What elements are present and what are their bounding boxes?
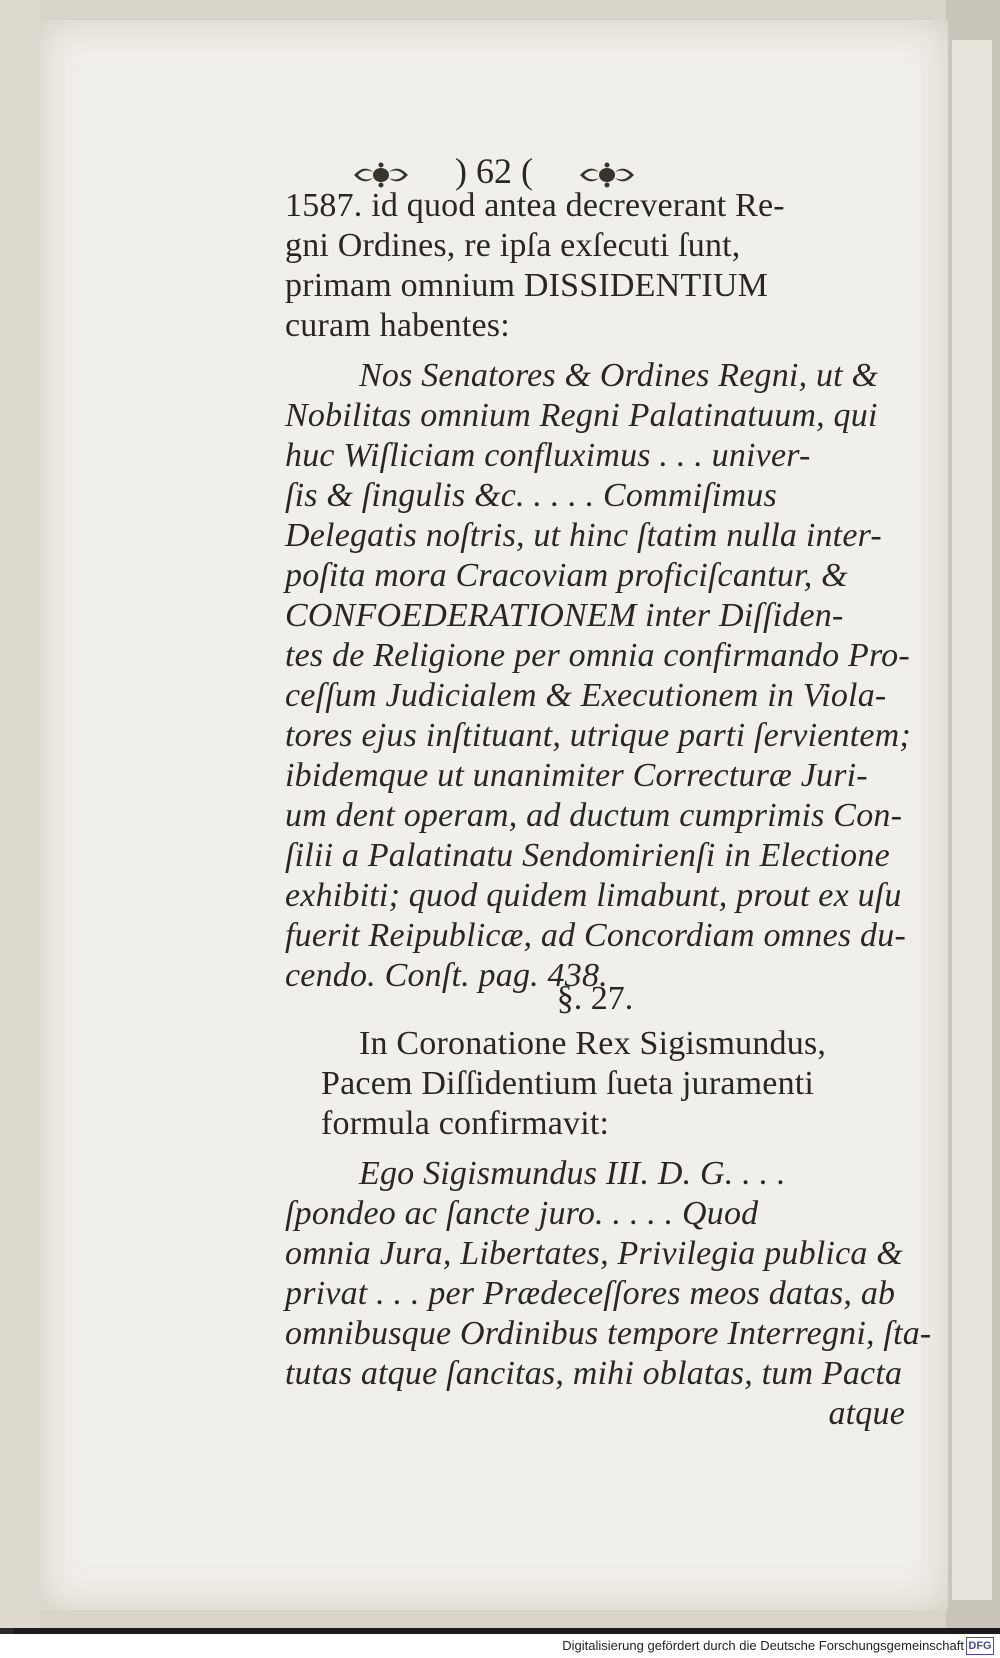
text-line: Nobilitas omnium Regni Palatinatuum, qui	[285, 397, 878, 434]
page-number: ) 62 (	[455, 151, 533, 191]
text-line: ſpondeo ac ſancte juro. . . . . Quod	[285, 1195, 759, 1232]
body-text-block-2	[285, 1024, 932, 1434]
text-line: ceſſum Judicialem & Executionem in Viola-	[285, 677, 887, 714]
catchword: atque	[828, 1395, 905, 1432]
text-line: formula confirmavit:	[321, 1105, 610, 1142]
text-line: exhibiti; quod quidem limabunt, prout ex uſu	[285, 877, 902, 914]
text-line: omnia Jura, Libertates, Privilegia publica &	[285, 1235, 903, 1272]
text-line: In Coronatione Rex Sigismundus,	[359, 1025, 827, 1062]
text-line: fuerit Reipublicæ, ad Concordiam omnes du-	[285, 917, 906, 954]
text-line: um dent operam, ad ductum cumprimis Con-	[285, 797, 903, 834]
text-line: Delegatis noſtris, ut hinc ſtatim nulla inter-	[285, 517, 882, 554]
text-line: ſilii a Palatinatu Sendomirienſi in Electione	[285, 837, 890, 874]
gutter	[0, 0, 40, 1628]
text-line: ſis & ſingulis &c. . . . . Commiſimus	[285, 477, 777, 514]
text-line: huc Wiſliciam confluximus . . . univer-	[285, 437, 811, 474]
text-line: gni Ordines, re ipſa exſecuti ſunt,	[285, 227, 741, 264]
ornament-icon	[578, 162, 636, 188]
text-line: tes de Religione per omnia confirmando Pro-	[285, 637, 910, 674]
text-line: privat . . . per Prædeceſſores meos datas, ab	[285, 1275, 896, 1312]
body-text-block-1	[285, 186, 911, 996]
text-line: curam habentes:	[285, 307, 510, 344]
text-line: Nos Senatores & Ordines Regni, ut &	[359, 357, 879, 394]
text-line: 1587. id quod antea decreverant Re-	[285, 187, 785, 224]
text-line: Pacem Diſſidentium ſueta juramenti	[321, 1065, 815, 1102]
text-line: poſita mora Cracoviam proficiſcantur, &	[285, 557, 848, 594]
text-line: CONFOEDERATIONEM inter Diſſiden-	[285, 597, 844, 634]
text-line: omnibusque Ordinibus tempore Interregni, ſta-	[285, 1315, 932, 1352]
funding-credit: Digitalisierung gefördert durch die Deutsche Forschungsgemeinschaft	[562, 1638, 964, 1653]
text-line: tores ejus inſtituant, utrique parti ſervientem;	[285, 717, 911, 754]
text-line: ibidemque ut unanimiter Correcturæ Juri-	[285, 757, 868, 794]
section-heading: §. 27.	[556, 980, 634, 1017]
text-line: primam omnium DISSIDENTIUM	[285, 267, 769, 304]
adjacent-page-edge	[946, 0, 1000, 1628]
dfg-logo: DFG	[966, 1637, 994, 1655]
ornament-icon	[352, 162, 410, 188]
text-line: Ego Sigismundus III. D. G. . . .	[359, 1155, 786, 1192]
text-line: tutas atque ſancitas, mihi oblatas, tum Pacta	[285, 1355, 903, 1392]
text-line: cendo. Conſt. pag. 438.	[285, 957, 608, 994]
